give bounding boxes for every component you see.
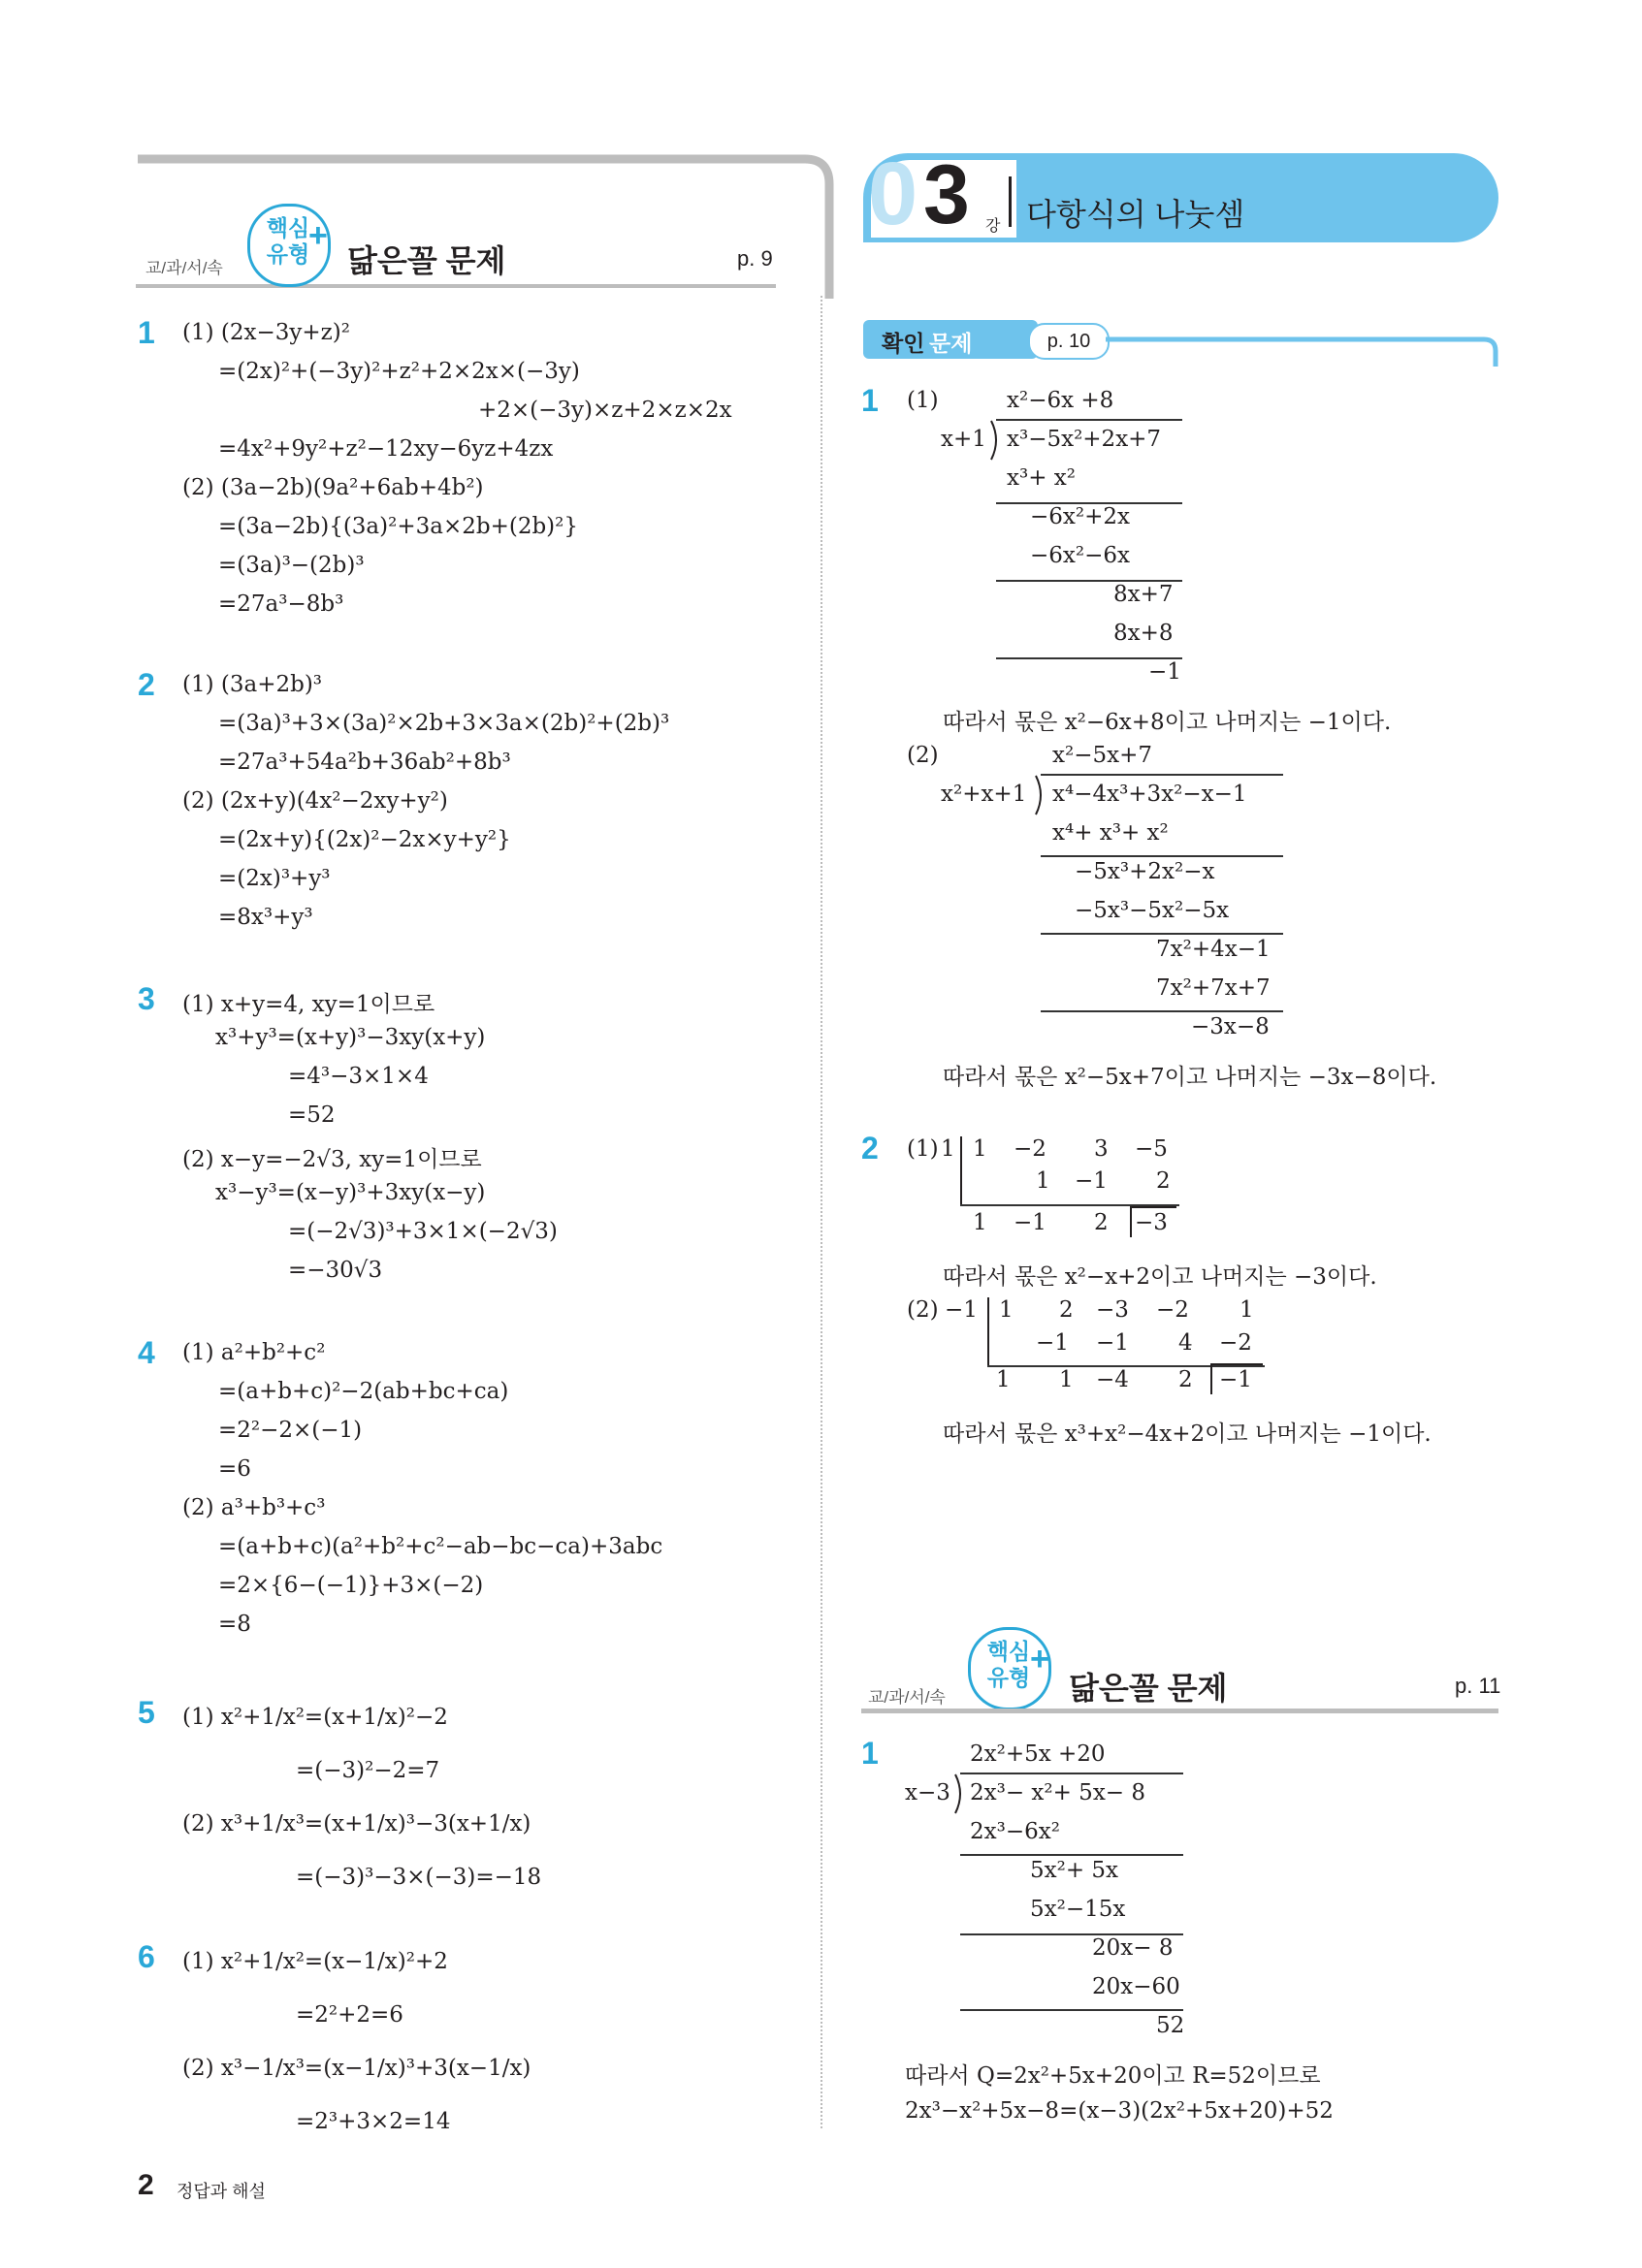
problem-number: 1	[138, 315, 155, 350]
solution-line: (2) (2x+y)(4x²−2xy+y²)	[182, 788, 448, 814]
solution-line: =(2x)³+y³	[218, 866, 331, 891]
solution-line: (2) (3a−2b)(9a²+6ab+4b²)	[182, 475, 484, 500]
coef: −1	[1014, 1210, 1046, 1235]
solution-line: =27a³−8b³	[218, 591, 344, 617]
solution-line: =8x³+y³	[218, 905, 313, 930]
solution-line: (2) x³−1/x³=(x−1/x)³+3(x−1/x)	[182, 2056, 531, 2081]
remainder: −3x−8	[1191, 1014, 1270, 1039]
coef: 1	[973, 1136, 987, 1162]
division-step: 5x²−15x	[1030, 1897, 1126, 1922]
header-tag: 교/과/서/속	[145, 259, 223, 277]
coef: −2	[1219, 1330, 1252, 1356]
coef: −4	[1096, 1367, 1129, 1392]
page-number: 2	[138, 2169, 154, 2201]
coef: 1	[1240, 1297, 1254, 1323]
conclusion: 따라서 몫은 x²−6x+8이고 나머지는 −1이다.	[943, 710, 1392, 735]
confirm-label: 확인	[882, 331, 925, 356]
division-bracket	[1034, 774, 1053, 816]
coef: 2	[1178, 1367, 1193, 1392]
division-step: 2x³−6x²	[970, 1819, 1060, 1844]
conclusion: 따라서 몫은 x³+x²−4x+2이고 나머지는 −1이다.	[943, 1421, 1432, 1447]
part-label: (2)	[907, 743, 939, 768]
confirm-page: p. 10	[1028, 323, 1110, 360]
synthetic-root: −1	[945, 1297, 978, 1323]
conclusion: 2x³−x²+5x−8=(x−3)(2x²+5x+20)+52	[905, 2098, 1334, 2124]
division-step: 8x+8	[1113, 621, 1174, 646]
coef: 1	[1059, 1367, 1074, 1392]
part-label: (1)	[907, 1136, 939, 1162]
solution-line: =2²+2=6	[296, 2002, 403, 2028]
solution-line: =2³+3×2=14	[296, 2109, 451, 2134]
coef: 1	[996, 1367, 1011, 1392]
problem-number: 5	[138, 1695, 155, 1730]
solution-line: =2²−2×(−1)	[218, 1418, 363, 1443]
coef: −1	[1036, 1330, 1069, 1356]
solution-line: =(2x+y){(2x)²−2x×y+y²}	[218, 827, 511, 852]
solution-line: =(3a)³−(2b)³	[218, 553, 365, 578]
badge-line1: 핵심	[986, 1639, 1031, 1664]
solution-line: (2) x³+1/x³=(x+1/x)³−3(x+1/x)	[182, 1811, 531, 1837]
solution-line: (2) x−y=−2√3, xy=1이므로	[182, 1147, 482, 1172]
division-step: 7x²+7x+7	[1156, 975, 1271, 1001]
solution-line: (1) a²+b²+c²	[182, 1340, 326, 1365]
solution-line: x³−y³=(x−y)³+3xy(x−y)	[215, 1180, 486, 1205]
coef: −2	[1156, 1297, 1189, 1323]
problem-number: 2	[138, 667, 155, 702]
dividend: x⁴−4x³+3x²−x−1	[1052, 782, 1247, 807]
division-step: x⁴+ x³+ x²	[1052, 820, 1169, 846]
problem-number: 1	[861, 383, 879, 418]
divisor: x+1	[941, 427, 986, 452]
division-step: −6x²−6x	[1030, 543, 1130, 568]
divisor: x²+x+1	[941, 782, 1027, 807]
footer-label: 정답과 해설	[177, 2182, 266, 2201]
solution-line: =−30√3	[288, 1258, 383, 1283]
coef: −3	[1096, 1297, 1129, 1323]
division-step: −5x³+2x²−x	[1075, 859, 1215, 884]
solution-line: (1) (2x−3y+z)²	[182, 320, 350, 345]
coef: −1	[1075, 1168, 1108, 1194]
plus-icon: +	[308, 217, 328, 254]
quotient: 2x²+5x +20	[970, 1741, 1106, 1767]
confirm-label-2: 문제	[929, 331, 973, 356]
lesson-unit: 강	[985, 218, 1001, 235]
division-step: −5x³−5x²−5x	[1075, 898, 1230, 923]
coef: 3	[1094, 1136, 1109, 1162]
coef: 2	[1094, 1210, 1109, 1235]
column-divider	[821, 296, 822, 2128]
remainder: −3	[1135, 1210, 1168, 1235]
problem-number: 1	[861, 1736, 879, 1771]
solution-line: =(a+b+c)²−2(ab+bc+ca)	[218, 1379, 509, 1404]
problem-number: 6	[138, 1939, 155, 1974]
quotient: x²−5x+7	[1052, 743, 1152, 768]
coef: 2	[1156, 1168, 1171, 1194]
solution-line: =2×{6−(−1)}+3×(−2)	[218, 1573, 484, 1598]
lesson-title: 다항식의 나눗셈	[1026, 197, 1245, 232]
page-ref: p. 11	[1455, 1674, 1501, 1698]
lesson-number: 3	[923, 148, 970, 241]
conclusion: 따라서 몫은 x²−5x+7이고 나머지는 −3x−8이다.	[943, 1065, 1437, 1090]
divisor: x−3	[905, 1780, 950, 1805]
solution-line: (1) x²+1/x²=(x+1/x)²−2	[182, 1705, 448, 1730]
problem-number: 2	[861, 1131, 879, 1166]
remainder: −1	[1219, 1367, 1252, 1392]
coef: 1	[973, 1210, 987, 1235]
solution-line: x³+y³=(x+y)³−3xy(x+y)	[215, 1025, 486, 1050]
solution-line: +2×(−3y)×z+2×z×2x	[478, 398, 732, 423]
solution-line: =6	[218, 1456, 251, 1482]
solution-line: =52	[288, 1102, 336, 1128]
header-underline	[861, 1709, 1498, 1713]
coef: −2	[1014, 1136, 1046, 1162]
solution-line: (1) (3a+2b)³	[182, 672, 323, 697]
solution-line: =(−3)³−3×(−3)=−18	[296, 1865, 542, 1890]
division-step: x³+ x²	[1007, 465, 1076, 491]
remainder: 52	[1156, 2013, 1185, 2038]
division-step: 8x+7	[1113, 582, 1174, 607]
part-label: (1)	[907, 388, 939, 413]
coef: 1	[999, 1297, 1014, 1323]
badge-line1: 핵심	[266, 215, 310, 240]
solution-line: =(a+b+c)(a²+b²+c²−ab−bc−ca)+3abc	[218, 1534, 663, 1559]
solution-line: =(2x)²+(−3y)²+z²+2×2x×(−3y)	[218, 359, 580, 384]
coef: 2	[1059, 1297, 1074, 1323]
part-label: (2)	[907, 1297, 939, 1323]
solution-line: =(3a−2b){(3a)²+3a×2b+(2b)²}	[218, 514, 579, 539]
solution-line: (1) x+y=4, xy=1이므로	[182, 992, 435, 1017]
coef: −5	[1135, 1136, 1168, 1162]
solution-line: =4³−3×1×4	[288, 1064, 429, 1089]
plus-icon: +	[1030, 1641, 1049, 1677]
lesson-number-prefix: 0	[868, 144, 913, 243]
division-step: −6x²+2x	[1030, 504, 1130, 529]
solution-line: =8	[218, 1612, 251, 1637]
solution-line: (2) a³+b³+c³	[182, 1495, 326, 1520]
quotient: x²−6x +8	[1007, 388, 1114, 413]
dividend: 2x³− x²+ 5x− 8	[970, 1780, 1146, 1805]
section-title: 닮은꼴 문제	[347, 243, 506, 278]
solution-line: =(−3)²−2=7	[296, 1758, 440, 1783]
solution-line: (1) x²+1/x²=(x−1/x)²+2	[182, 1949, 448, 1974]
solution-line: =(−2√3)³+3×1×(−2√3)	[288, 1219, 558, 1244]
page-ref: p. 9	[737, 246, 773, 271]
badge-line2: 유형	[986, 1665, 1031, 1690]
problem-number: 4	[138, 1335, 155, 1370]
badge-line2: 유형	[266, 241, 310, 267]
division-bracket	[989, 419, 1009, 462]
remainder: −1	[1148, 659, 1181, 685]
solution-line: =27a³+54a²b+36ab²+8b³	[218, 750, 511, 775]
solution-line: =4x²+9y²+z²−12xy−6yz+4zx	[218, 436, 554, 462]
synthetic-root: 1	[941, 1136, 955, 1162]
division-step: 20x−60	[1092, 1974, 1180, 1999]
division-step: 20x− 8	[1092, 1935, 1174, 1961]
conclusion: 따라서 몫은 x²−x+2이고 나머지는 −3이다.	[943, 1264, 1377, 1290]
dividend: x³−5x²+2x+7	[1007, 427, 1162, 452]
header-tag: 교/과/서/속	[868, 1688, 946, 1707]
solution-line: =(3a)³+3×(3a)²×2b+3×3a×(2b)²+(2b)³	[218, 711, 670, 736]
division-step: 5x²+ 5x	[1030, 1858, 1119, 1883]
coef: −1	[1096, 1330, 1129, 1356]
conclusion: 따라서 Q=2x²+5x+20이고 R=52이므로	[905, 2063, 1321, 2089]
problem-number: 3	[138, 981, 155, 1016]
section-title: 닮은꼴 문제	[1069, 1671, 1228, 1706]
division-step: 7x²+4x−1	[1156, 937, 1271, 962]
coef: 1	[1036, 1168, 1050, 1194]
coef: 4	[1178, 1330, 1193, 1356]
